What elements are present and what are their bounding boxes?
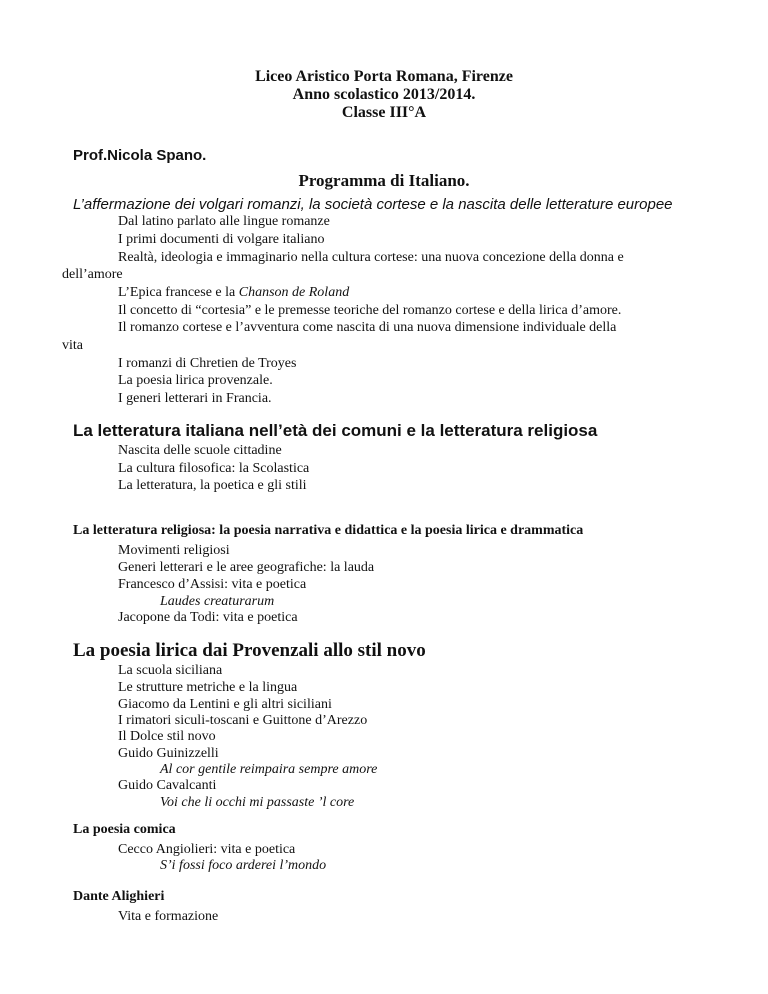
list-item: Nascita delle scuole cittadine [118, 443, 282, 458]
list-item: Il concetto di “cortesia” e le premesse teoriche del romanzo cortese e della lirica d’amore. [118, 303, 622, 318]
list-item: I primi documenti di volgare italiano [118, 232, 325, 247]
list-item: Il romanzo cortese e l’avventura come nascita di una nuova dimensione individuale della [118, 320, 617, 335]
list-item: Generi letterari e le aree geografiche: la lauda [118, 560, 375, 575]
work-title: Al cor gentile reimpaira sempre amore [160, 762, 378, 777]
school-year: Anno scolastico 2013/2014. [292, 86, 476, 103]
list-item: La poesia lirica provenzale. [118, 373, 273, 388]
program-title: Programma di Italiano. [298, 171, 470, 190]
list-item: Guido Cavalcanti [118, 778, 217, 793]
section-title-letteratura-religiosa: La letteratura religiosa: la poesia narrativa e didattica e la poesia lirica e drammatica [73, 523, 584, 538]
list-item: Guido Guinizzelli [118, 746, 219, 761]
list-item: Giacomo da Lentini e gli altri siciliani [118, 697, 332, 712]
list-item: L’Epica francese e la Chanson de Roland [118, 285, 350, 300]
list-item: La scuola siciliana [118, 663, 223, 678]
list-item: Vita e formazione [118, 909, 219, 924]
section-title-poesia-lirica: La poesia lirica dai Provenzali allo stil novo [73, 640, 426, 661]
work-title: Chanson de Roland [238, 285, 350, 300]
list-item: Dal latino parlato alle lingue romanze [118, 214, 330, 229]
work-title: Laudes creaturarum [160, 594, 275, 609]
school-name: Liceo Aristico Porta Romana, Firenze [255, 68, 513, 85]
teacher-name: Prof.Nicola Spano. [73, 147, 207, 164]
section-title-dante: Dante Alighieri [73, 889, 165, 904]
list-item: I rimatori siculi-toscani e Guittone d’Arezzo [118, 713, 368, 728]
list-item-continuation: dell’amore [62, 267, 123, 282]
list-item: La letteratura, la poetica e gli stili [118, 478, 307, 493]
list-item: Cecco Angiolieri: vita e poetica [118, 842, 296, 857]
work-title: Voi che li occhi mi passaste ’l core [160, 795, 355, 810]
list-item: Il Dolce stil novo [118, 729, 216, 744]
class-name: Classe III°A [341, 104, 427, 121]
list-item: I romanzi di Chretien de Troyes [118, 356, 297, 371]
list-item: I generi letterari in Francia. [118, 391, 272, 406]
work-title: S’i fossi foco arderei l’mondo [160, 858, 327, 873]
section-title-poesia-comica: La poesia comica [73, 822, 176, 837]
list-item: Realtà, ideologia e immaginario nella cultura cortese: una nuova concezione della donna e [118, 250, 624, 265]
list-item: Movimenti religiosi [118, 543, 230, 558]
section-title-eta-comuni: La letteratura italiana nell’età dei comuni e la letteratura religiosa [73, 421, 598, 440]
list-item: Francesco d’Assisi: vita e poetica [118, 577, 307, 592]
document-header [0, 68, 768, 122]
list-item: La cultura filosofica: la Scolastica [118, 461, 310, 476]
list-item: Le strutture metriche e la lingua [118, 680, 298, 695]
section-title-volgari-romanzi: L’affermazione dei volgari romanzi, la società cortese e la nascita delle letterature europee [73, 196, 673, 213]
list-item-continuation: vita [62, 338, 83, 353]
list-item: Jacopone da Todi: vita e poetica [118, 610, 298, 625]
